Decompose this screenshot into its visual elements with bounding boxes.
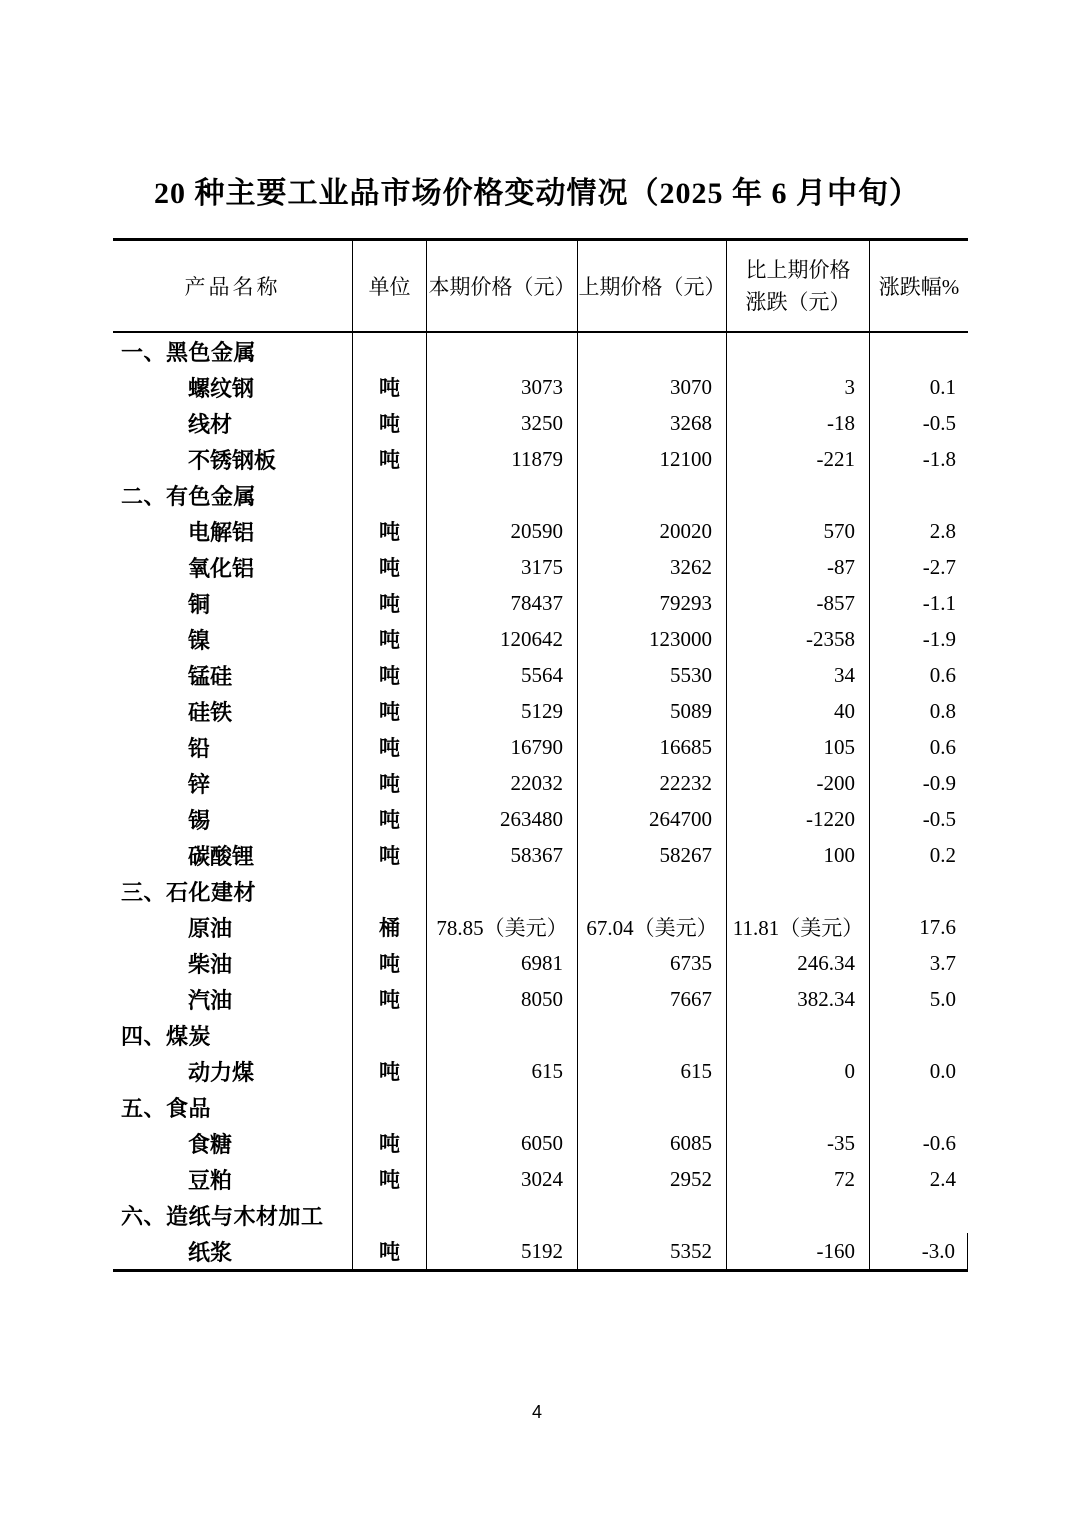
product-name-cell: 铜 [113,585,353,621]
previous-price-cell [578,873,727,909]
change-pct-cell: 17.6 [919,914,956,939]
current-price-cell: 3073 [427,369,578,405]
product-name-cell: 豆粕 [113,1161,353,1197]
previous-price-cell: 58267 [578,837,727,873]
current-price-cell [427,477,578,513]
unit-cell: 桶 [353,909,427,945]
unit-cell: 吨 [353,1161,427,1197]
unit-cell [353,1197,427,1233]
section-row [113,1089,968,1125]
unit-cell: 吨 [353,369,427,405]
unit-cell: 吨 [353,765,427,801]
table-row [113,369,968,405]
section-row [113,1017,968,1053]
product-name-cell: 锌 [113,765,353,801]
product-name-cell: 镍 [113,621,353,657]
product-name-cell: 碳酸锂 [113,837,353,873]
previous-price-cell: 6085 [578,1125,727,1161]
section-row [113,477,968,513]
product-name-cell: 汽油 [113,981,353,1017]
section-row [113,873,968,909]
product-name-cell: 锡 [113,801,353,837]
previous-price-cell [578,477,727,513]
product-name-cell: 纸浆 [113,1233,353,1269]
price-change-cell: 72 [727,1161,870,1197]
change-pct-cell: 0.6 [929,662,956,687]
price-change-cell: 570 [727,513,870,549]
unit-cell: 吨 [353,549,427,585]
change-pct-cell: 0.1 [929,374,956,399]
unit-cell [353,873,427,909]
current-price-cell: 3024 [427,1161,578,1197]
product-name-cell: 二、有色金属 [113,477,353,513]
table-row [113,549,968,585]
unit-cell: 吨 [353,1053,427,1089]
price-change-cell [727,477,870,513]
table-row [113,945,968,981]
current-price-cell: 22032 [427,765,578,801]
previous-price-cell: 12100 [578,441,727,477]
table-row [113,621,968,657]
price-table [113,238,968,1272]
product-name-cell: 柴油 [113,945,353,981]
header-current-price: 本期价格（元） [427,241,578,331]
price-change-cell: 3 [727,369,870,405]
current-price-cell: 3250 [427,405,578,441]
header-price-change [727,241,870,331]
change-pct-cell: 0.8 [929,698,956,723]
price-change-cell [727,1089,870,1125]
table-row [113,513,968,549]
current-price-cell: 11879 [427,441,578,477]
unit-cell: 吨 [353,405,427,441]
previous-price-cell: 3070 [578,369,727,405]
unit-cell: 吨 [353,621,427,657]
change-pct-cell [870,1017,968,1053]
current-price-cell [427,1089,578,1125]
change-pct-cell: 5.0 [929,986,956,1011]
previous-price-cell [578,333,727,369]
price-change-cell [727,1197,870,1233]
product-name-cell: 不锈钢板 [113,441,353,477]
current-price-cell: 5192 [427,1233,578,1269]
table-row [113,1053,968,1089]
change-pct-cell [870,1089,968,1125]
change-pct-cell [870,333,968,369]
unit-cell [353,1089,427,1125]
unit-cell: 吨 [353,441,427,477]
current-price-cell: 16790 [427,729,578,765]
price-change-cell: -2358 [727,621,870,657]
change-pct-cell: -3.0 [870,1233,968,1269]
previous-price-cell: 16685 [578,729,727,765]
previous-price-cell: 3262 [578,549,727,585]
page-number: 4 [531,1402,542,1422]
change-pct-cell: 0.6 [929,734,956,759]
price-change-cell: -1220 [727,801,870,837]
previous-price-cell: 2952 [578,1161,727,1197]
previous-price-cell: 6735 [578,945,727,981]
current-price-cell: 615 [427,1053,578,1089]
change-pct-cell [870,873,968,909]
price-change-cell [727,1017,870,1053]
previous-price-cell: 123000 [578,621,727,657]
change-pct-cell [870,477,968,513]
previous-price-cell: 79293 [578,585,727,621]
table-row [113,693,968,729]
product-name-cell: 螺纹钢 [113,369,353,405]
price-change-cell: -87 [727,549,870,585]
current-price-cell: 263480 [427,801,578,837]
previous-price-cell: 7667 [578,981,727,1017]
page-title: 20 种主要工业品市场价格变动情况（2025 年 6 月中旬） [154,177,920,210]
table-row [113,1233,968,1269]
unit-cell [353,477,427,513]
table-row [113,765,968,801]
previous-price-cell [578,1089,727,1125]
change-pct-cell [870,1197,968,1233]
product-name-cell: 原油 [113,909,353,945]
price-change-cell: -35 [727,1125,870,1161]
header-previous-price: 上期价格（元） [578,241,727,331]
current-price-cell [427,1197,578,1233]
change-pct-cell: 3.7 [929,950,956,975]
product-name-cell: 动力煤 [113,1053,353,1089]
unit-cell: 吨 [353,837,427,873]
table-row [113,837,968,873]
unit-cell: 吨 [353,657,427,693]
change-pct-cell: -0.5 [922,806,956,831]
section-row [113,1197,968,1233]
header-product-name: 产品名称 [113,241,353,331]
previous-price-cell: 3268 [578,405,727,441]
change-pct-cell: 0.2 [929,842,956,867]
product-name-cell: 六、造纸与木材加工 [113,1197,353,1233]
price-change-cell: -857 [727,585,870,621]
current-price-cell: 6050 [427,1125,578,1161]
price-change-cell: -200 [727,765,870,801]
table-row [113,585,968,621]
current-price-cell: 8050 [427,981,578,1017]
current-price-cell [427,333,578,369]
unit-cell: 吨 [353,585,427,621]
product-name-cell: 电解铝 [113,513,353,549]
unit-cell: 吨 [353,801,427,837]
price-change-cell [727,333,870,369]
previous-price-cell: 22232 [578,765,727,801]
change-pct-cell: -0.5 [922,410,956,435]
current-price-cell: 5129 [427,693,578,729]
product-name-cell: 硅铁 [113,693,353,729]
change-pct-cell: -1.1 [922,590,956,615]
unit-cell: 吨 [353,981,427,1017]
price-change-cell: 34 [727,657,870,693]
product-name-cell: 三、石化建材 [113,873,353,909]
previous-price-cell: 20020 [578,513,727,549]
table-row [113,405,968,441]
table-row [113,981,968,1017]
price-change-cell: -221 [727,441,870,477]
price-change-cell: 246.34 [727,945,870,981]
current-price-cell: 78.85（美元） [427,909,578,945]
header-price-change-line1: 比上期价格 [745,258,851,282]
product-name-cell: 食糖 [113,1125,353,1161]
current-price-cell [427,873,578,909]
section-row [113,333,968,369]
header-change-pct: 涨跌幅% [878,275,960,299]
previous-price-cell: 5530 [578,657,727,693]
current-price-cell: 120642 [427,621,578,657]
product-name-cell: 锰硅 [113,657,353,693]
current-price-cell: 6981 [427,945,578,981]
current-price-cell [427,1017,578,1053]
unit-cell: 吨 [353,513,427,549]
change-pct-cell: 2.8 [929,518,956,543]
price-change-cell [727,873,870,909]
price-change-cell: -160 [727,1233,870,1269]
unit-cell [353,333,427,369]
previous-price-cell: 5352 [578,1233,727,1269]
product-name-cell: 线材 [113,405,353,441]
price-change-cell: 100 [727,837,870,873]
product-name-cell: 氧化铝 [113,549,353,585]
unit-cell: 吨 [353,1233,427,1269]
previous-price-cell: 264700 [578,801,727,837]
price-change-cell: 11.81（美元） [727,909,870,945]
price-change-cell: 105 [727,729,870,765]
change-pct-cell: -2.7 [922,554,956,579]
unit-cell: 吨 [353,693,427,729]
change-pct-cell: -0.9 [922,770,956,795]
unit-cell: 吨 [353,945,427,981]
table-row [113,1125,968,1161]
table-body [113,333,968,1269]
price-change-cell: 40 [727,693,870,729]
current-price-cell: 20590 [427,513,578,549]
product-name-cell: 四、煤炭 [113,1017,353,1053]
header-price-change-line2: 涨跌（元） [745,290,851,314]
previous-price-cell: 615 [578,1053,727,1089]
price-change-cell: 382.34 [727,981,870,1017]
product-name-cell: 一、黑色金属 [113,333,353,369]
current-price-cell: 58367 [427,837,578,873]
current-price-cell: 3175 [427,549,578,585]
change-pct-cell: 0.0 [929,1058,956,1083]
table-row [113,801,968,837]
price-change-cell: 0 [727,1053,870,1089]
change-pct-cell: -0.6 [922,1130,956,1155]
price-change-cell: -18 [727,405,870,441]
header-unit: 单位 [353,241,427,331]
unit-cell [353,1017,427,1053]
previous-price-cell [578,1017,727,1053]
current-price-cell: 5564 [427,657,578,693]
current-price-cell: 78437 [427,585,578,621]
previous-price-cell: 5089 [578,693,727,729]
change-pct-cell: 2.4 [929,1166,956,1191]
product-name-cell: 铅 [113,729,353,765]
product-name-cell: 五、食品 [113,1089,353,1125]
table-row [113,657,968,693]
table-row [113,729,968,765]
change-pct-cell: -1.8 [922,446,956,471]
table-row [113,441,968,477]
change-pct-cell: -1.9 [922,626,956,651]
previous-price-cell: 67.04（美元） [578,909,727,945]
table-header-row [113,241,968,333]
table-row [113,1161,968,1197]
unit-cell: 吨 [353,729,427,765]
previous-price-cell [578,1197,727,1233]
unit-cell: 吨 [353,1125,427,1161]
table-row [113,909,968,945]
